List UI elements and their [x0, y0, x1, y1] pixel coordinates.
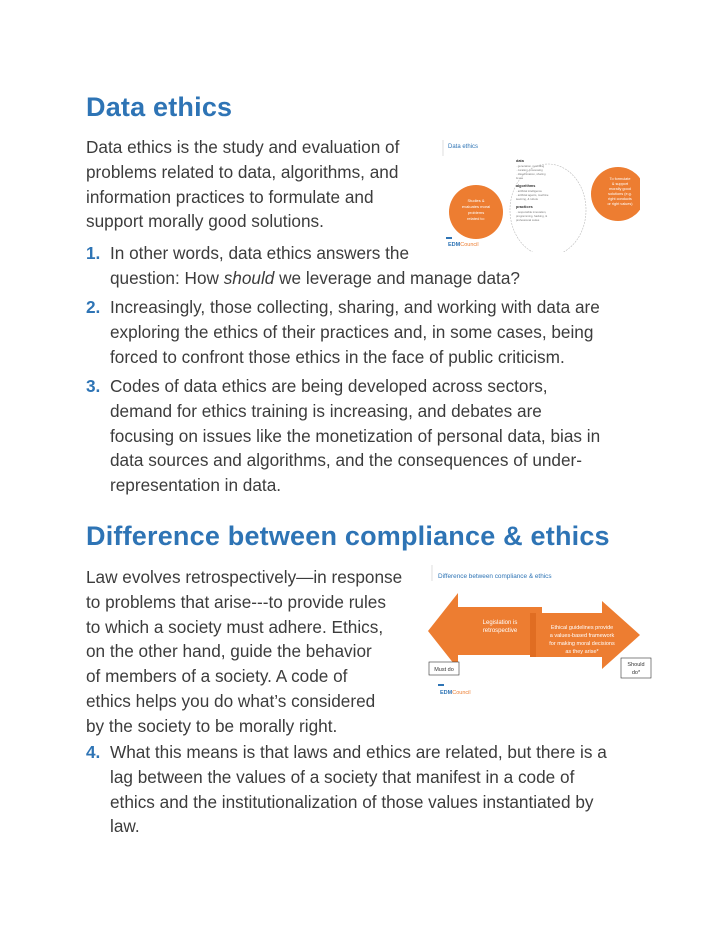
svg-text:· dissemination, sharing: · dissemination, sharing — [516, 172, 546, 176]
list-number: 4. — [86, 742, 101, 762]
list-text: Codes of data ethics are being developed across sectors, demand for ethics training is increasing, and debates are focusing on issues like the monetization of personal data, bias in data sources and algorithms, and the consequences of under- representation in data. — [110, 376, 601, 496]
figure-title: Data ethics — [448, 144, 479, 150]
svg-text:EDMCouncil: EDMCouncil — [440, 690, 471, 696]
compliance-ethics-figure — [428, 565, 664, 700]
svg-text:retrospective: retrospective — [482, 628, 518, 634]
list-item-1 — [86, 241, 646, 291]
svg-text:· generation, recording: · generation, recording — [516, 164, 545, 168]
svg-text:learning, & robots: learning, & robots — [516, 197, 538, 201]
svg-text:or right values): or right values) — [607, 202, 633, 206]
svg-text:Ethical guidelines provide: Ethical guidelines provide — [550, 625, 614, 631]
svg-text:· artificial intelligence: · artificial intelligence — [516, 189, 542, 193]
data-ethics-figure — [440, 140, 640, 252]
edm-council-logo — [438, 684, 471, 696]
list-text: In other words, data ethics answers the question: How should we leverage and manage data? — [110, 243, 520, 288]
list-item-2 — [86, 295, 646, 371]
svg-text:do*: do* — [631, 670, 641, 676]
svg-text:Should: Should — [627, 662, 645, 668]
heading-compliance-ethics: Difference between compliance & ethics — [86, 521, 610, 551]
data-ethics-intro — [86, 135, 431, 234]
svg-text:professional codes: professional codes — [516, 218, 540, 222]
svg-text:solutions (e.g.: solutions (e.g. — [608, 192, 632, 196]
figure-title: Difference between compliance & ethics — [438, 573, 552, 580]
svg-text:& use: & use — [516, 176, 524, 180]
list-text: What this means is that laws and ethics are related, but there is a lag between the values of a society that manifest in a code of ethics and the institutionalization of those values instantiated by law. — [110, 742, 607, 837]
svg-text:· curation, processing: · curation, processing — [516, 168, 543, 172]
list-number: 3. — [86, 376, 101, 396]
intro-line: Data ethics is the study and evaluation of — [86, 137, 400, 157]
svg-text:data: data — [516, 159, 524, 163]
compliance-ethics-diagram — [428, 565, 664, 700]
list-item-3 — [86, 374, 646, 500]
svg-text:To formulate: To formulate — [609, 177, 631, 181]
svg-text:Studies &: Studies & — [467, 198, 485, 203]
list-text: Increasingly, those collecting, sharing, and working with data are exploring the ethics of their practices and, in some cases, being forced to confront those ethics in the face of public criticism. — [110, 297, 600, 367]
svg-text:· artificial agents, machine: · artificial agents, machine — [516, 193, 549, 197]
svg-text:programming, hacking, &: programming, hacking, & — [516, 214, 548, 218]
svg-text:· responsible innovation,: · responsible innovation, — [516, 210, 547, 214]
svg-text:problems: problems — [467, 210, 485, 215]
compliance-intro: Law evolves retrospectively—in response to problems that arise---to provide rules to which a society must adhere. Ethics, on the other hand, guide the behavior of members of a society. A code of ethics helps you do what’s considered by the society to be morally right. — [86, 567, 403, 736]
data-ethics-diagram — [440, 140, 640, 252]
heading-data-ethics: Data ethics — [86, 92, 233, 122]
list-item-4 — [86, 740, 646, 840]
svg-text:algorithms: algorithms — [516, 184, 536, 188]
svg-text:right conducts: right conducts — [608, 197, 632, 201]
intro-line: information practices to formulate and — [86, 186, 374, 207]
intro-line: support morally good solutions. — [86, 211, 324, 232]
svg-text:EDMCouncil: EDMCouncil — [448, 242, 479, 248]
list-number: 2. — [86, 297, 101, 317]
svg-text:a values-based framework: a values-based framework — [549, 633, 615, 639]
must-do-label: Must do — [434, 667, 454, 673]
svg-text:evaluates moral: evaluates moral — [461, 204, 491, 209]
svg-text:as they arise*: as they arise* — [565, 649, 599, 655]
svg-text:Legislation is: Legislation is — [482, 620, 518, 626]
svg-text:practices: practices — [516, 205, 533, 209]
svg-text:morally good: morally good — [609, 187, 631, 191]
list-number: 1. — [86, 243, 101, 263]
svg-text:related to:: related to: — [467, 216, 485, 221]
intro-line: problems related to data, algorithms, and — [86, 161, 399, 182]
svg-text:for making moral decisions: for making moral decisions — [549, 641, 615, 647]
svg-text:& support: & support — [611, 182, 629, 186]
